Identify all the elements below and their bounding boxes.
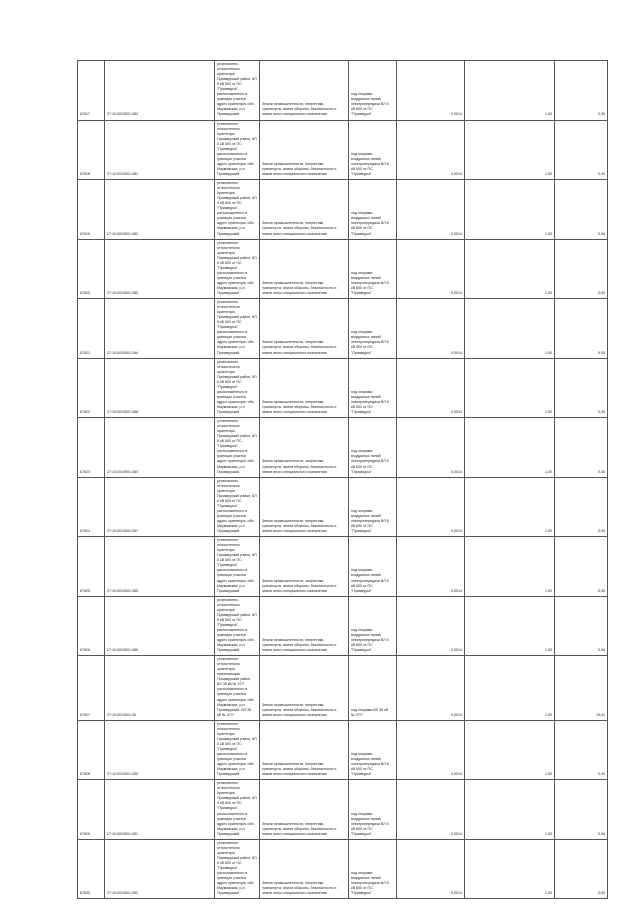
table-row [78,358,608,418]
rate-cell: 0,05 [555,120,608,180]
cadastral-number-cell: 27:10:0010501:384 [105,418,215,478]
permitted-use-cell: под опорами воздушных линий электропередачи ВЛ 6 кВ 600 от ПС "Приамурск" [349,418,397,478]
cadastral-number-cell: 27:10:0010501:384 [105,61,215,121]
coefficient-cell: 1,00 [465,120,555,180]
rate-cell: 0,05 [555,780,608,840]
location-cell: установлено относительно ориентира Приамурский район, 8Л 6 кВ 600 от ПС "Приамурск", расположенного в границах участка адрес ориентира: обл. Маумовская, р-н Приамурский [215,120,260,180]
land-category-cell: Земли промышленности, энергетики, транспорта, земли обороны, безопасности и земли иного специального назначения [260,596,349,656]
cadastral-number-cell: 27:10:0010501:380 [105,537,215,597]
permitted-use-cell: под опорами воздушных линий электропередачи ВЛ 6 кВ 600 от ПС "Приамурск" [349,239,397,299]
area-cell: 0,0014 [397,180,465,240]
cadastral-number-cell: 27:10:0010501:381 [105,120,215,180]
location-cell: установлено относительно ориентира Приамурский район, 8Л 6 кВ 600 от ПС "Приамурск", расположенного в границах участка адрес ориентира: обл. Маумовская, р-н Приамурский [215,418,260,478]
permitted-use-cell: под опорами воздушных линий электропередачи ВЛ 6 кВ 600 от ПС "Приамурск" [349,477,397,537]
plot-id-cell: 67617 [78,61,105,121]
location-cell: установлено относительно ориентира Приамурский район, 8Л 6 кВ 600 от ПС "Приамурск", расположенного в границах участка адрес ориентира: обл. Маумовская, р-н Приамурский [215,596,260,656]
cadastral-number-cell: 27:10:0010501:382 [105,180,215,240]
table-row [78,239,608,299]
permitted-use-cell: под опорами воздушных линий электропередачи ВЛ 6 кВ 600 от ПС "Приамурск" [349,596,397,656]
location-cell: установлено относительно ориентира Приамурский район, 8Л 6 кВ 600 от ПС "Приамурск", расположенного в границах участка адрес ориентира: обл. Маумовская, р-н Приамурский [215,358,260,418]
area-cell: 0,0014 [397,477,465,537]
table-row [78,180,608,240]
cadastral-number-cell: 27:10:0010501:391 [105,780,215,840]
plot-id-cell: 67621 [78,299,105,359]
area-cell: 0,0014 [397,720,465,780]
coefficient-cell: 1,00 [465,358,555,418]
land-category-cell: Земли промышленности, энергетики, транспорта, земли обороны, безопасности и земли иного специального назначения [260,720,349,780]
coefficient-cell: 1,00 [465,180,555,240]
area-cell: 0,0014 [397,299,465,359]
land-category-cell: Земли промышленности, энергетики, транспорта, земли обороны, безопасности и земли иного специального назначения [260,299,349,359]
rate-cell: 0,05 [555,839,608,899]
cadastral-number-cell: 27:10:0010501:394 [105,299,215,359]
land-category-cell: Земли промышленности, энергетики, транспорта, земли обороны, безопасности и земли иного специального назначения [260,358,349,418]
plot-id-cell: 67619 [78,180,105,240]
location-cell: установлено относительно ориентира Приамурский район, 8Л 6 кВ 600 от ПС "Приамурск", расположенного в границах участка адрес ориентира: обл. Маумовская, р-н Приамурский [215,839,260,899]
plot-id-cell: 67620 [78,239,105,299]
rate-cell: 0,05 [555,477,608,537]
table-row [78,418,608,478]
plot-id-cell: 67618 [78,120,105,180]
coefficient-cell: 1,00 [465,656,555,721]
land-category-cell: Земли промышленности, энергетики, транспорта, земли обороны, безопасности и земли иного специального назначения [260,418,349,478]
land-category-cell: Земли промышленности, энергетики, транспорта, земли обороны, безопасности и земли иного специального назначения [260,780,349,840]
rate-cell: 0,05 [555,418,608,478]
location-cell: установлено относительно ориентира, прилегающая Приамурский район, ВЛ 35 кВ № 37/7 расположенного в границах участка адрес ориентира: обл. Маумовская, р-н Приамурский, ВЛ 35 кВ № 37/7 [215,656,260,721]
coefficient-cell: 1,00 [465,537,555,597]
rate-cell: 0,05 [555,596,608,656]
cadastral-number-cell: 27:10:0010501:387 [105,477,215,537]
table-row [78,839,608,899]
cadastral-number-cell: 27:10:0010501:395 [105,720,215,780]
table-row [78,477,608,537]
permitted-use-cell: под опорами воздушных линий электропередачи ВЛ 6 кВ 600 от ПС "Приамурск" [349,780,397,840]
land-plots-table [77,60,608,899]
table-row [78,120,608,180]
area-cell: 0,0014 [397,839,465,899]
land-category-cell: Земли промышленности, энергетики, транспорта, земли обороны, безопасности и земли иного специального назначения [260,537,349,597]
area-cell: 0,0014 [397,358,465,418]
table-row [78,780,608,840]
rate-cell: 0,05 [555,299,608,359]
location-cell: установлено относительно ориентира Приамурский район, 8Л 6 кВ 600 от ПС "Приамурск", расположенного в границах участка адрес ориентира: обл. Маумовская, р-н Приамурский [215,780,260,840]
location-cell: установлено относительно ориентира Приамурский район, 8Л 6 кВ 600 от ПС "Приамурск", расположенного в границах участка адрес ориентира: обл. Маумовская, р-н Приамурский [215,180,260,240]
land-category-cell: Земли промышленности, энергетики, транспорта, земли обороны, безопасности и земли иного специального назначения [260,120,349,180]
rate-cell: 0,05 [555,537,608,597]
plot-id-cell: 67622 [78,358,105,418]
land-category-cell: Земли промышленности, энергетики, транспорта, земли обороны, безопасности и земли иного специального назначения [260,239,349,299]
location-cell: установлено относительно ориентира Приамурский район, 8Л 6 кВ 600 от ПС "Приамурск", расположенного в границах участка адрес ориентира: обл. Маумовская, р-н Приамурский [215,537,260,597]
coefficient-cell: 1,00 [465,299,555,359]
coefficient-cell: 1,00 [465,239,555,299]
rate-cell: 0,05 [555,239,608,299]
table-row [78,656,608,721]
area-cell: 0,0014 [397,780,465,840]
coefficient-cell: 1,00 [465,839,555,899]
area-cell: 0,0014 [397,418,465,478]
cadastral-number-cell: 27:10:0010501:388 [105,358,215,418]
plot-id-cell: 67628 [78,720,105,780]
location-cell: установлено относительно ориентира Приамурский район, 8Л 6 кВ 600 от ПС "Приамурск", расположенного в границах участка адрес ориентира: обл. Маумовская, р-н Приамурский [215,61,260,121]
coefficient-cell: 1,00 [465,780,555,840]
table-row [78,299,608,359]
plot-id-cell: 67626 [78,596,105,656]
area-cell: 0,0014 [397,239,465,299]
plot-id-cell: 67624 [78,477,105,537]
plot-id-cell: 67627 [78,656,105,721]
table-row [78,61,608,121]
plot-id-cell: 67623 [78,418,105,478]
coefficient-cell: 1,00 [465,61,555,121]
plot-id-cell: 67630 [78,839,105,899]
area-cell: 0,0014 [397,537,465,597]
table-body [78,61,608,899]
table-row [78,720,608,780]
rate-cell: 0,05 [555,720,608,780]
permitted-use-cell: под опорами воздушных линий электропередачи ВЛ 6 кВ 600 от ПС "Приамурск" [349,120,397,180]
land-category-cell: Земли промышленности, энергетики, транспорта, земли обороны, безопасности и земли иного специального назначения [260,180,349,240]
land-category-cell: Земли промышленности, энергетики, транспорта, земли обороны, безопасности и земли иного специального назначения [260,839,349,899]
area-cell: 0,0014 [397,120,465,180]
location-cell: установлено относительно ориентира Приамурский район, 8Л 6 кВ 600 от ПС "Приамурск", расположенного в границах участка адрес ориентира: обл. Маумовская, р-н Приамурский [215,299,260,359]
rate-cell: 0,05 [555,61,608,121]
rate-cell: 19,41 [555,656,608,721]
cadastral-number-cell: 27:10:0010501:389 [105,596,215,656]
cadastral-number-cell: 27:10:0010501:392 [105,839,215,899]
land-category-cell: Земли промышленности, энергетики, транспорта, земли обороны, безопасности и земли иного специального назначения [260,656,349,721]
permitted-use-cell: под опорами воздушных линий электропередачи ВЛ 6 кВ 600 от ПС "Приамурск" [349,839,397,899]
cadastral-number-cell: 27:10:0010501:30 [105,656,215,721]
coefficient-cell: 1,00 [465,720,555,780]
permitted-use-cell: под опорами воздушных линий электропередачи ВЛ 6 кВ 600 от ПС "Приамурск" [349,720,397,780]
land-category-cell: Земли промышленности, энергетики, транспорта, земли обороны, безопасности и земли иного специального назначения [260,61,349,121]
cadastral-number-cell: 27:10:0010501:380 [105,239,215,299]
permitted-use-cell: под опорами воздушных линий электропередачи ВЛ 6 кВ 600 от ПС "Приамурск" [349,299,397,359]
permitted-use-cell: под опорами ВЛ 35 кВ № 37/7 [349,656,397,721]
table-row [78,596,608,656]
plot-id-cell: 67629 [78,780,105,840]
land-category-cell: Земли промышленности, энергетики, транспорта, земли обороны, безопасности и земли иного специального назначения [260,477,349,537]
area-cell: 0,0014 [397,596,465,656]
location-cell: установлено относительно ориентира Приамурский район, 8Л 6 кВ 600 от ПС "Приамурск", расположенного в границах участка адрес ориентира: обл. Маумовская, р-н Приамурский [215,720,260,780]
location-cell: установлено относительно ориентира Приамурский район, 8Л 6 кВ 600 от ПС "Приамурск", расположенного в границах участка адрес ориентира: обл. Маумовская, р-н Приамурский [215,239,260,299]
permitted-use-cell: под опорами воздушных линий электропередачи ВЛ 6 кВ 600 от ПС "Приамурск" [349,537,397,597]
coefficient-cell: 1,00 [465,596,555,656]
plot-id-cell: 67625 [78,537,105,597]
permitted-use-cell: под опорами воздушных линий электропередачи ВЛ 6 кВ 600 от ПС "Приамурск" [349,358,397,418]
coefficient-cell: 1,00 [465,477,555,537]
location-cell: установлено относительно ориентира Приамурский район, 8Л 6 кВ 600 от ПС "Приамурск", расположенного в границах участка адрес ориентира: обл. Маумовская, р-н Приамурский [215,477,260,537]
rate-cell: 0,05 [555,358,608,418]
rate-cell: 0,05 [555,180,608,240]
area-cell: 0,0014 [397,61,465,121]
coefficient-cell: 1,00 [465,418,555,478]
permitted-use-cell: под опорами воздушных линий электропередачи ВЛ 6 кВ 600 от ПС "Приамурск" [349,180,397,240]
permitted-use-cell: под опорами воздушных линий электропередачи ВЛ 6 кВ 600 от ПС "Приамурск" [349,61,397,121]
table-row [78,537,608,597]
area-cell: 0,0014 [397,656,465,721]
